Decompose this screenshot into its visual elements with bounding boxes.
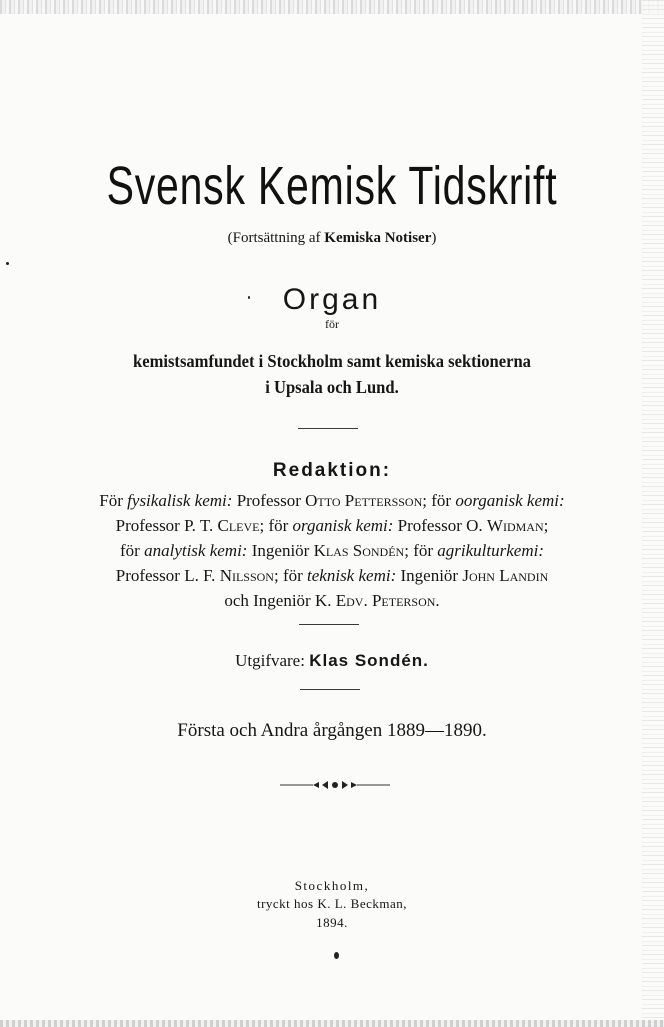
subtitle-suffix: ): [431, 230, 437, 246]
field-analytical-chemistry: analytisk kemi:: [144, 541, 248, 560]
text-title: och Ingeniör K.: [224, 591, 332, 610]
text-separator: ; för: [422, 491, 452, 510]
text-separator: .: [435, 591, 440, 610]
editorial-line-2: [0, 514, 664, 538]
publisher-name: Klas Sondén.: [309, 651, 429, 670]
scan-edge-bottom: [0, 1020, 664, 1027]
text-title: Professor: [236, 491, 301, 510]
editor-name: Otto Pettersson: [305, 491, 423, 510]
editorial-line-4: [0, 564, 664, 588]
journal-subtitle: [0, 228, 664, 248]
ornament-icon: [280, 778, 390, 792]
divider-rule-1: [298, 428, 358, 429]
subtitle-journal: Kemiska Notiser: [324, 230, 432, 246]
editorial-heading: Redaktion:: [272, 460, 392, 481]
editorial-line-1: [0, 489, 664, 513]
editor-name: Nilsson: [219, 566, 274, 585]
volume-years: Första och Andra årgången 1889—1890.: [177, 720, 487, 741]
imprint-city: Stockholm,: [294, 878, 370, 893]
organ-heading: Organ: [282, 283, 382, 316]
text-separator: ; för: [259, 516, 289, 535]
text-title: Ingeniör: [400, 566, 459, 585]
ink-speck: [248, 296, 250, 299]
divider-rule-2: [299, 624, 359, 625]
ink-speck: [6, 262, 9, 265]
publisher-label: Utgifvare:: [235, 651, 305, 670]
society-line-1: kemistsamfundet i Stockholm samt kemiska sektionerna: [133, 351, 531, 371]
field-organic-chemistry: organisk kemi:: [292, 516, 394, 535]
publisher-line: [0, 649, 664, 673]
text-title: Professor P. T.: [115, 516, 214, 535]
scan-edge-top: [0, 0, 664, 14]
imprint-printer: tryckt hos K. L. Beckman,: [256, 896, 408, 911]
ink-speck: [334, 952, 339, 959]
editor-name: John Landin: [462, 566, 549, 585]
text-separator: ;: [543, 516, 549, 535]
society-line-2: i Upsala och Lund.: [265, 377, 399, 397]
imprint-year: 1894.: [316, 915, 348, 930]
field-technical-chemistry: teknisk kemi:: [307, 566, 397, 585]
editor-name: Widman: [486, 516, 544, 535]
field-physical-chemistry: fysikalisk kemi:: [127, 491, 233, 510]
editor-name: Edv. Peterson: [335, 591, 436, 610]
field-agricultural-chemistry: agrikulturkemi:: [437, 541, 544, 560]
organ-for: för: [325, 317, 339, 331]
text-for: för: [120, 541, 140, 560]
editor-name: Klas Sondén: [313, 541, 405, 560]
text-separator: ; för: [404, 541, 434, 560]
text-separator: ; för: [273, 566, 303, 585]
editorial-line-3: [0, 539, 664, 563]
journal-title: Svensk Kemisk Tidskrift: [106, 156, 558, 216]
subtitle-prefix: (Fortsättning af: [227, 230, 321, 246]
text-title: Professor O.: [397, 516, 483, 535]
field-inorganic-chemistry: oorganisk kemi:: [455, 491, 565, 510]
divider-rule-3: [300, 689, 360, 690]
editorial-line-5: [0, 589, 664, 613]
text-title: Ingeniör: [251, 541, 310, 560]
text-for: För: [99, 491, 123, 510]
text-title: Professor L. F.: [115, 566, 216, 585]
editor-name: Cleve: [217, 516, 260, 535]
